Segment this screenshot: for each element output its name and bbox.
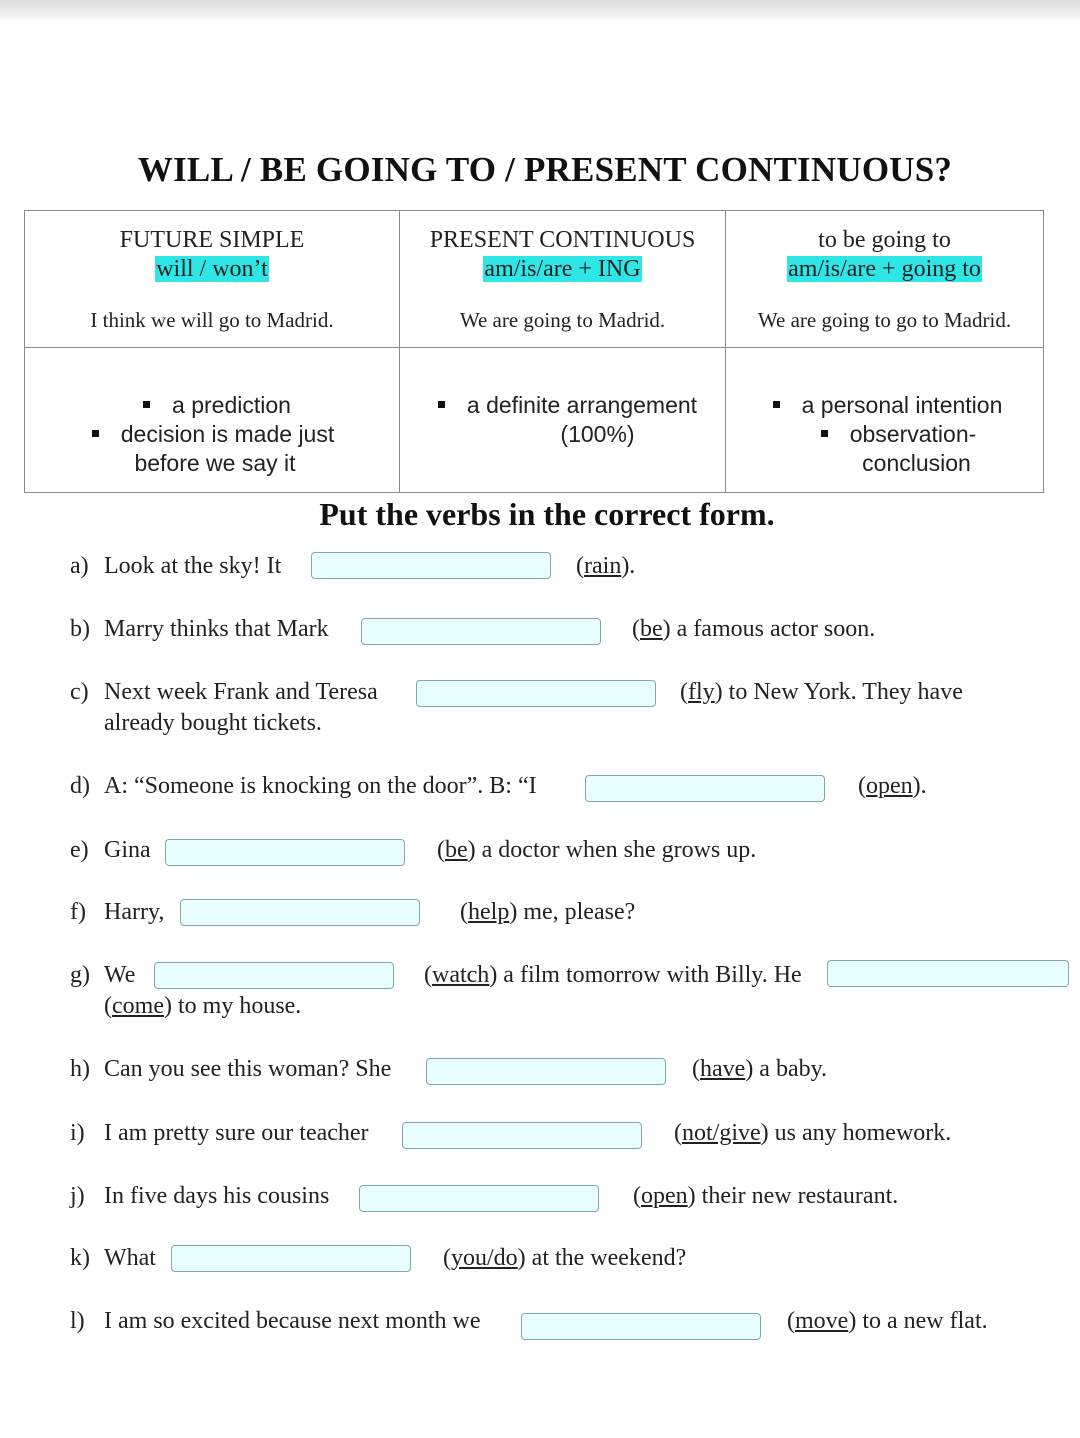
exercise-label: b) [70, 616, 90, 642]
verb-hint-k: (you/do) at the weekend? [443, 1245, 687, 1271]
answer-box-a[interactable] [311, 552, 551, 579]
exercise-label: c) [70, 679, 89, 705]
exercise-text: ) to my house. [163, 993, 302, 1019]
verb-hint-f: (help) me, please? [460, 899, 636, 925]
present-continuous-cell [400, 211, 726, 348]
verb: open [866, 773, 913, 799]
exercise-text: ) a famous actor soon. [662, 616, 876, 642]
bullet [92, 430, 99, 437]
use-item: a prediction [172, 392, 291, 418]
exercise-text: ) their new restaurant. [687, 1183, 899, 1209]
verb-hint-h: (have) a baby. [692, 1056, 828, 1082]
exercise-text: I am pretty sure our teacher [104, 1120, 369, 1146]
exercise-text: What [104, 1245, 156, 1271]
answer-box-g2[interactable] [827, 960, 1069, 987]
answer-box-g[interactable] [154, 962, 394, 989]
exercise-text: ) at the weekend? [517, 1245, 687, 1271]
use-item: decision is made just [120, 421, 335, 447]
answer-box-f[interactable] [180, 899, 420, 926]
exercise-b [70, 616, 329, 643]
exercise-c-continuation: already bought tickets. [104, 710, 322, 736]
verb: come [112, 993, 164, 1019]
verb-hint-c: (fly) to New York. They have [680, 679, 963, 705]
exercise-l [70, 1308, 481, 1335]
answer-box-e[interactable] [165, 839, 405, 866]
grammar-table [24, 210, 1044, 493]
verb-hint-j: (open) their new restaurant. [633, 1183, 899, 1209]
verb: have [700, 1056, 746, 1082]
exercise-a [70, 553, 281, 580]
top-bar [0, 0, 1080, 22]
exercise-text: A: “Someone is knocking on the door”. B: “I [104, 773, 537, 799]
exercise-h [70, 1056, 391, 1083]
exercise-text: In five days his cousins [104, 1183, 330, 1209]
exercise-g [70, 962, 135, 989]
verb: rain [584, 553, 622, 579]
exercise-text: Can you see this woman? She [104, 1056, 392, 1082]
answer-box-i[interactable] [402, 1122, 642, 1149]
answer-box-h[interactable] [426, 1058, 666, 1085]
verb-hint-b: (be) a famous actor soon. [632, 616, 876, 642]
exercise-text: We [104, 962, 136, 988]
exercise-text: ) a doctor when she grows up. [467, 837, 757, 863]
answer-box-d[interactable] [585, 775, 825, 802]
form-highlight: am/is/are + ING [484, 256, 641, 282]
verb-hint-a: (rain). [576, 553, 636, 579]
verb: open [641, 1183, 688, 1209]
use-item: (100%) [560, 421, 635, 447]
verb: you/do [451, 1245, 518, 1271]
exercise-i [70, 1120, 369, 1147]
bullet [143, 401, 150, 408]
exercise-label: d) [70, 773, 90, 799]
exercise-text: ) a baby. [745, 1056, 828, 1082]
exercise-label: h) [70, 1056, 90, 1082]
exercise-text: Look at the sky! It [104, 553, 282, 579]
exercise-d [70, 773, 537, 800]
column-heading: FUTURE SIMPLE [119, 227, 305, 253]
example-sentence: I think we will go to Madrid. [90, 308, 334, 332]
present-continuous-uses [400, 348, 726, 493]
exercise-text: ). [912, 773, 927, 799]
verb: watch [432, 962, 490, 988]
exercise-label: k) [70, 1245, 90, 1271]
use-item: before we say it [134, 450, 296, 476]
exercise-text: ) to New York. They have [714, 679, 963, 705]
column-heading: PRESENT CONTINUOUS [429, 227, 696, 253]
exercise-label: j) [70, 1183, 85, 1209]
verb-hint-g: (watch) a film tomorrow with Billy. He [424, 962, 802, 988]
exercise-c [70, 679, 378, 706]
going-to-uses [726, 348, 1044, 493]
example-sentence: We are going to Madrid. [459, 308, 666, 332]
verb-hint-d: (open). [858, 773, 927, 799]
exercise-g-continuation: (come) to my house. [104, 993, 302, 1019]
worksheet-title: WILL / BE GOING TO / PRESENT CONTINUOUS? [137, 150, 953, 189]
exercise-label: f) [70, 899, 86, 925]
verb-hint-e: (be) a doctor when she grows up. [437, 837, 757, 863]
exercise-label: l) [70, 1308, 85, 1334]
exercise-f [70, 899, 164, 926]
example-sentence: We are going to go to Madrid. [757, 308, 1012, 332]
column-heading: to be going to [818, 227, 951, 253]
answer-box-b[interactable] [361, 618, 601, 645]
exercise-label: i) [70, 1120, 85, 1146]
exercise-text: Marry thinks that Mark [104, 616, 329, 642]
use-item: conclusion [862, 450, 971, 476]
future-simple-cell [25, 211, 400, 348]
verb: be [640, 616, 663, 642]
exercise-text: Harry, [104, 899, 165, 925]
exercise-text: ) to a new flat. [848, 1308, 988, 1334]
bullet [773, 401, 780, 408]
verb: not/give [682, 1120, 761, 1146]
exercise-text: ) me, please? [509, 899, 636, 925]
verb: be [445, 837, 468, 863]
answer-box-k[interactable] [171, 1245, 411, 1272]
exercise-k [70, 1245, 156, 1272]
use-item: a personal intention [801, 392, 1003, 418]
form-highlight: am/is/are + going to [788, 256, 981, 282]
use-item: a definite arrangement [466, 392, 698, 418]
exercise-text: Next week Frank and Teresa [104, 679, 378, 705]
future-simple-uses [25, 348, 400, 493]
exercise-j [70, 1183, 329, 1210]
exercise-label: g) [70, 962, 90, 988]
bullet [821, 430, 828, 437]
form-highlight: will / won’t [156, 256, 268, 282]
exercise-label: e) [70, 837, 89, 863]
bullet [438, 401, 445, 408]
verb: help [468, 899, 510, 925]
answer-box-j[interactable] [359, 1185, 599, 1212]
verb-hint-i: (not/give) us any homework. [674, 1120, 952, 1146]
exercise-text: Gina [104, 837, 151, 863]
use-item: observation- [849, 421, 977, 447]
answer-box-l[interactable] [521, 1313, 761, 1340]
instructions: Put the verbs in the correct form. [319, 496, 775, 532]
exercise-text: ). [621, 553, 636, 579]
exercise-e [70, 837, 151, 864]
going-to-cell [726, 211, 1044, 348]
answer-box-c[interactable] [416, 680, 656, 707]
exercise-text: ) us any homework. [760, 1120, 952, 1146]
exercise-text: ) a film tomorrow with Billy. He [489, 962, 802, 988]
exercise-label: a) [70, 553, 89, 579]
exercise-text: I am so excited because next month we [104, 1308, 481, 1334]
verb-hint-l: (move) to a new flat. [787, 1308, 988, 1334]
verb: fly [688, 679, 715, 705]
verb: move [795, 1308, 849, 1334]
